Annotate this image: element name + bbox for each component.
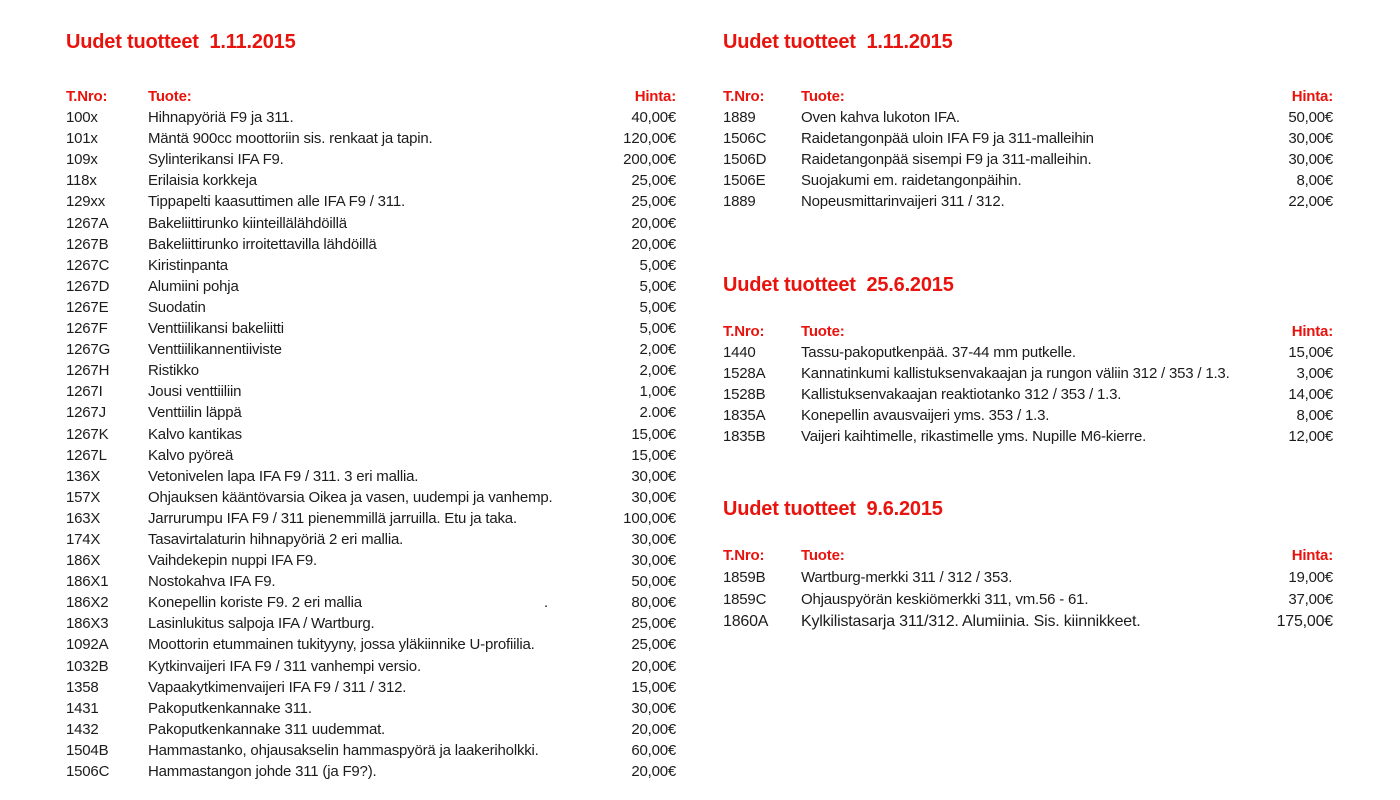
product-number: 1032B bbox=[66, 657, 109, 675]
table-row bbox=[723, 611, 1333, 633]
product-name: Bakeliittirunko irroitettavilla lähdöillä bbox=[148, 235, 377, 253]
product-name: Kylkilistasarja 311/312. Alumiinia. Sis. kiinnikkeet. bbox=[801, 613, 1141, 630]
table-row bbox=[66, 234, 676, 255]
product-name: Kytkinvaijeri IFA F9 / 311 vanhempi versio. bbox=[148, 657, 421, 675]
section-title: Uudet tuotteet 9.6.2015 bbox=[723, 498, 943, 520]
product-number: 1859B bbox=[723, 569, 766, 586]
table-row bbox=[66, 381, 676, 402]
product-price: 25,00€ bbox=[631, 615, 676, 633]
col-header-tuote: Tuote: bbox=[801, 547, 845, 564]
product-price: 30,00€ bbox=[1288, 151, 1333, 169]
product-name: Suodatin bbox=[148, 298, 206, 316]
product-name: Wartburg-merkki 311 / 312 / 353. bbox=[801, 569, 1013, 586]
product-number: 1432 bbox=[66, 720, 99, 738]
product-name: Raidetangonpää uloin IFA F9 ja 311-malleihin bbox=[801, 130, 1094, 148]
table-row bbox=[723, 363, 1333, 384]
product-number: 1835A bbox=[723, 407, 766, 425]
product-number: 186X3 bbox=[66, 615, 109, 633]
product-name: Tassu-pakoputkenpää. 37-44 mm putkelle. bbox=[801, 344, 1076, 362]
product-number: 1092A bbox=[66, 636, 109, 654]
col-header-hinta: Hinta: bbox=[1291, 323, 1333, 340]
product-price: 19,00€ bbox=[1288, 569, 1333, 586]
table-row bbox=[723, 589, 1333, 611]
product-number: 163X bbox=[66, 509, 101, 527]
product-number: 1889 bbox=[723, 193, 756, 211]
product-name: Kallistuksenvakaajan reaktiotanko 312 / 353 / 1.3. bbox=[801, 386, 1122, 404]
product-number: 1506C bbox=[66, 763, 110, 780]
product-number: 186X2 bbox=[66, 594, 109, 612]
table-row bbox=[66, 529, 676, 550]
product-number: 1835B bbox=[723, 428, 766, 446]
table-row bbox=[66, 487, 676, 508]
table-row bbox=[66, 213, 676, 234]
product-number: 118x bbox=[66, 172, 97, 190]
product-price: 15,00€ bbox=[631, 425, 676, 443]
product-price: 15,00€ bbox=[631, 446, 676, 464]
product-number: 1267I bbox=[66, 383, 103, 401]
product-number: 101x bbox=[66, 130, 98, 148]
product-price: 8,00€ bbox=[1296, 407, 1333, 425]
product-price: 30,00€ bbox=[631, 552, 676, 570]
product-number: 1267C bbox=[66, 256, 110, 274]
price-table bbox=[723, 545, 1333, 633]
col-header-tuote: Tuote: bbox=[148, 88, 192, 105]
product-name: Kiristinpanta bbox=[148, 256, 228, 274]
table-row bbox=[723, 170, 1333, 191]
product-price: 20,00€ bbox=[631, 720, 676, 738]
table-row bbox=[723, 149, 1333, 170]
product-name: Ohjauspyörän keskiömerkki 311, vm.56 - 61. bbox=[801, 591, 1089, 608]
table-row bbox=[723, 567, 1333, 589]
product-name: Tasavirtalaturin hihnapyöriä 2 eri mallia. bbox=[148, 530, 404, 548]
col-header-tnro: T.Nro: bbox=[723, 323, 765, 340]
col-header-tuote: Tuote: bbox=[801, 88, 845, 105]
product-name: Oven kahva lukoton IFA. bbox=[801, 109, 960, 127]
table-row bbox=[66, 297, 676, 318]
product-name: Bakeliittirunko kiinteillälähdöillä bbox=[148, 214, 347, 232]
product-name: Konepellin avausvaijeri yms. 353 / 1.3. bbox=[801, 407, 1050, 425]
price-table bbox=[723, 86, 1333, 213]
product-name: Vaihdekepin nuppi IFA F9. bbox=[148, 552, 318, 570]
product-price: 20,00€ bbox=[631, 763, 676, 780]
product-number: 1267D bbox=[66, 277, 110, 295]
product-number: 1504B bbox=[66, 741, 109, 759]
col-header-hinta: Hinta: bbox=[634, 88, 676, 105]
stray-period: . bbox=[544, 594, 548, 612]
product-name: Venttiilikannentiiviste bbox=[148, 341, 282, 359]
table-header-row bbox=[723, 321, 1333, 342]
table-header-row bbox=[723, 86, 1333, 107]
product-name: Tippapelti kaasuttimen alle IFA F9 / 311. bbox=[148, 193, 405, 211]
product-price: 80,00€ bbox=[631, 594, 676, 612]
product-number: 100x bbox=[66, 109, 98, 127]
table-row bbox=[723, 342, 1333, 363]
product-price: 25,00€ bbox=[631, 636, 676, 654]
product-price: 20,00€ bbox=[631, 235, 676, 253]
product-number: 1431 bbox=[66, 699, 99, 717]
product-price: 5,00€ bbox=[639, 256, 676, 274]
product-name: Kalvo kantikas bbox=[148, 425, 242, 443]
product-number: 1528B bbox=[723, 386, 766, 404]
product-price: 22,00€ bbox=[1288, 193, 1333, 211]
table-row bbox=[66, 191, 676, 212]
table-row bbox=[66, 255, 676, 276]
product-name: Hammastangon johde 311 (ja F9?). bbox=[148, 763, 377, 780]
section-title: Uudet tuotteet 1.11.2015 bbox=[723, 31, 953, 53]
product-name: Pakoputkenkannake 311 uudemmat. bbox=[148, 720, 386, 738]
table-header-row bbox=[723, 545, 1333, 567]
product-name: Moottorin etummainen tukityyny, jossa yläkiinnike U-profiilia. bbox=[148, 636, 535, 654]
product-name: Jarrurumpu IFA F9 / 311 pienemmillä jarruilla. Etu ja taka. bbox=[148, 509, 517, 527]
product-price: 30,00€ bbox=[631, 488, 676, 506]
product-price: 40,00€ bbox=[631, 109, 676, 127]
table-row bbox=[66, 656, 676, 677]
product-number: 1358 bbox=[66, 678, 99, 696]
product-number: 129xx bbox=[66, 193, 106, 211]
product-price: 37,00€ bbox=[1288, 591, 1333, 608]
product-price: 200,00€ bbox=[623, 151, 676, 169]
product-name: Vaijeri kaihtimelle, rikastimelle yms. Nupille M6-kierre. bbox=[801, 428, 1147, 446]
table-row bbox=[66, 613, 676, 634]
product-number: 1267B bbox=[66, 235, 109, 253]
table-row bbox=[723, 128, 1333, 149]
product-price: 25,00€ bbox=[631, 193, 676, 211]
product-number: 1267E bbox=[66, 298, 109, 316]
product-price: 15,00€ bbox=[631, 678, 676, 696]
product-number: 186X1 bbox=[66, 573, 109, 591]
col-header-hinta: Hinta: bbox=[1291, 547, 1333, 564]
product-name: Mäntä 900cc moottoriin sis. renkaat ja tapin. bbox=[148, 130, 433, 148]
table-row bbox=[723, 384, 1333, 405]
table-row bbox=[66, 677, 676, 698]
product-number: 1889 bbox=[723, 109, 756, 127]
product-number: 1267L bbox=[66, 446, 107, 464]
product-price: 5,00€ bbox=[639, 277, 676, 295]
product-price: 50,00€ bbox=[1288, 109, 1333, 127]
product-name: Suojakumi em. raidetangonpäihin. bbox=[801, 172, 1022, 190]
product-name: Alumiini pohja bbox=[148, 277, 239, 295]
product-number: 1859C bbox=[723, 591, 767, 608]
product-name: Ohjauksen kääntövarsia Oikea ja vasen, uudempi ja vanhemp. bbox=[148, 488, 553, 506]
table-row bbox=[66, 318, 676, 339]
product-name: Kalvo pyöreä bbox=[148, 446, 234, 464]
table-row bbox=[66, 761, 676, 782]
product-name: Hihnapyöriä F9 ja 311. bbox=[148, 109, 294, 127]
table-row bbox=[66, 170, 676, 191]
product-price: 14,00€ bbox=[1288, 386, 1333, 404]
table-row bbox=[66, 149, 676, 170]
product-name: Erilaisia korkkeja bbox=[148, 172, 257, 190]
product-price: 100,00€ bbox=[623, 509, 676, 527]
product-name: Pakoputkenkannake 311. bbox=[148, 699, 312, 717]
product-price: 30,00€ bbox=[631, 467, 676, 485]
table-row bbox=[66, 128, 676, 149]
product-price: 20,00€ bbox=[631, 214, 676, 232]
product-price: 30,00€ bbox=[631, 530, 676, 548]
product-price: 175,00€ bbox=[1276, 613, 1333, 630]
product-number: 174X bbox=[66, 530, 101, 548]
table-row bbox=[66, 508, 676, 529]
product-price: 60,00€ bbox=[631, 741, 676, 759]
product-number: 186X bbox=[66, 552, 101, 570]
col-header-tnro: T.Nro: bbox=[723, 88, 765, 105]
product-name: Kannatinkumi kallistuksenvakaajan ja rungon väliin 312 / 353 / 1.3. bbox=[801, 365, 1230, 383]
product-number: 109x bbox=[66, 151, 98, 169]
table-row bbox=[66, 698, 676, 719]
product-name: Venttiilikansi bakeliitti bbox=[148, 320, 284, 338]
table-row bbox=[66, 592, 676, 613]
product-price: 12,00€ bbox=[1288, 428, 1333, 446]
section-title: Uudet tuotteet 1.11.2015 bbox=[66, 31, 296, 53]
product-name: Hammastanko, ohjausakselin hammaspyörä ja laakeriholkki. bbox=[148, 741, 539, 759]
product-name: Venttiilin läppä bbox=[148, 404, 242, 422]
table-row bbox=[723, 191, 1333, 212]
table-row bbox=[66, 276, 676, 297]
product-price: 2,00€ bbox=[639, 341, 676, 359]
product-number: 1267H bbox=[66, 362, 110, 380]
product-price: 30,00€ bbox=[1288, 130, 1333, 148]
product-price: 30,00€ bbox=[631, 699, 676, 717]
table-row bbox=[66, 360, 676, 381]
product-name: Vapaakytkimenvaijeri IFA F9 / 311 / 312. bbox=[148, 678, 407, 696]
col-header-tnro: T.Nro: bbox=[66, 88, 108, 105]
table-row bbox=[66, 402, 676, 423]
table-row bbox=[66, 740, 676, 761]
product-price: 20,00€ bbox=[631, 657, 676, 675]
product-number: 1267J bbox=[66, 404, 106, 422]
product-number: 1528A bbox=[723, 365, 766, 383]
table-row bbox=[66, 550, 676, 571]
product-name: Jousi venttiiliin bbox=[148, 383, 242, 401]
table-row bbox=[723, 107, 1333, 128]
product-name: Konepellin koriste F9. 2 eri mallia bbox=[148, 594, 362, 612]
table-row bbox=[723, 426, 1333, 447]
product-number: 1267A bbox=[66, 214, 109, 232]
table-row bbox=[66, 719, 676, 740]
product-name: Vetonivelen lapa IFA F9 / 311. 3 eri mallia. bbox=[148, 467, 419, 485]
price-table bbox=[66, 86, 676, 782]
product-number: 136X bbox=[66, 467, 101, 485]
product-price: 2.00€ bbox=[639, 404, 676, 422]
product-name: Sylinterikansi IFA F9. bbox=[148, 151, 284, 169]
product-price: 15,00€ bbox=[1288, 344, 1333, 362]
price-table bbox=[723, 321, 1333, 448]
product-price: 3,00€ bbox=[1296, 365, 1333, 383]
product-number: 1506C bbox=[723, 130, 767, 148]
product-number: 1267F bbox=[66, 320, 108, 338]
product-number: 1440 bbox=[723, 344, 756, 362]
table-row bbox=[66, 634, 676, 655]
product-price: 8,00€ bbox=[1296, 172, 1333, 190]
col-header-tuote: Tuote: bbox=[801, 323, 845, 340]
table-row bbox=[66, 466, 676, 487]
product-name: Lasinlukitus salpoja IFA / Wartburg. bbox=[148, 615, 375, 633]
table-row bbox=[66, 424, 676, 445]
product-number: 157X bbox=[66, 488, 101, 506]
col-header-tnro: T.Nro: bbox=[723, 547, 765, 564]
product-price: 5,00€ bbox=[639, 298, 676, 316]
table-row bbox=[66, 339, 676, 360]
product-number: 1267G bbox=[66, 341, 111, 359]
product-price: 120,00€ bbox=[623, 130, 676, 148]
table-row bbox=[723, 405, 1333, 426]
table-row bbox=[66, 445, 676, 466]
product-price: 50,00€ bbox=[631, 573, 676, 591]
product-number: 1506D bbox=[723, 151, 767, 169]
product-number: 1267K bbox=[66, 425, 109, 443]
product-price: 25,00€ bbox=[631, 172, 676, 190]
table-row bbox=[66, 571, 676, 592]
table-row bbox=[66, 107, 676, 128]
col-header-hinta: Hinta: bbox=[1291, 88, 1333, 105]
product-price: 2,00€ bbox=[639, 362, 676, 380]
product-price: 1,00€ bbox=[639, 383, 676, 401]
product-name: Ristikko bbox=[148, 362, 199, 380]
product-name: Raidetangonpää sisempi F9 ja 311-malleihin. bbox=[801, 151, 1092, 169]
product-name: Nopeusmittarinvaijeri 311 / 312. bbox=[801, 193, 1005, 211]
product-number: 1506E bbox=[723, 172, 766, 190]
product-name: Nostokahva IFA F9. bbox=[148, 573, 276, 591]
section-title: Uudet tuotteet 25.6.2015 bbox=[723, 274, 954, 296]
product-number: 1860A bbox=[723, 613, 769, 630]
product-price: 5,00€ bbox=[639, 320, 676, 338]
table-header-row bbox=[66, 86, 676, 107]
